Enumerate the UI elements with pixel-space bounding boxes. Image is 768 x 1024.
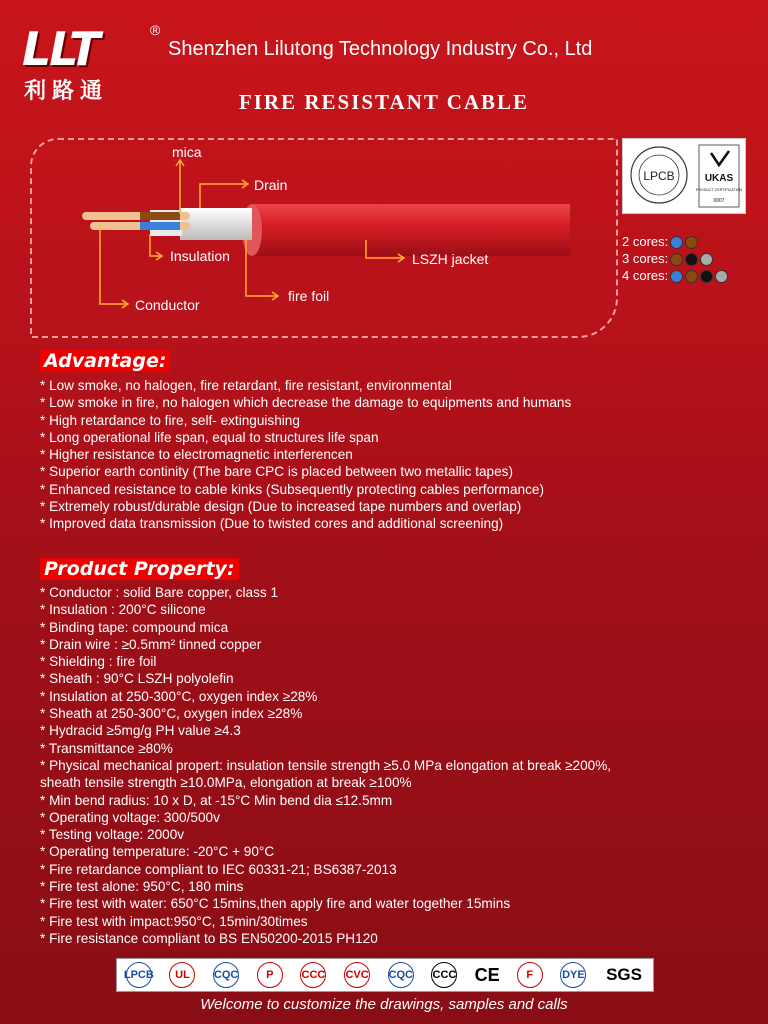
- label-mica: mica: [172, 144, 202, 160]
- core-legend-label: 2 cores:: [622, 234, 669, 249]
- list-item: * Insulation at 250-300°C, oxygen index ≥28%: [40, 688, 318, 704]
- certification-mark: [623, 139, 745, 213]
- cert-logo: CCC: [431, 962, 457, 988]
- list-item: * Low smoke in fire, no halogen which decrease the damage to equipments and humans: [40, 395, 572, 411]
- cert-logo: CQC: [388, 962, 414, 988]
- certification-logos-strip: [116, 958, 654, 992]
- cert-logo: CQC: [213, 962, 239, 988]
- list-item: * Operating temperature: -20°C + 90°C: [40, 844, 275, 860]
- core-color-dot: [685, 236, 698, 249]
- list-item: * Shielding : fire foil: [40, 654, 157, 670]
- list-item: * Insulation : 200°C silicone: [40, 602, 206, 618]
- list-item: * Low smoke, no halogen, fire retardant, fire resistant, environmental: [40, 378, 452, 393]
- logo-text: LLT: [22, 22, 99, 76]
- property-list: [40, 584, 611, 947]
- cable-illustration: [30, 138, 616, 336]
- list-item: * Physical mechanical propert: insulation tensile strength ≥5.0 MPa elongation at break ≥200%,: [40, 757, 612, 773]
- cert-logo: P: [257, 962, 283, 988]
- label-drain: Drain: [254, 177, 288, 193]
- cert-logo: F: [517, 962, 543, 988]
- list-item: * Binding tape: compound mica: [40, 619, 229, 635]
- ukas-text: UKAS: [704, 173, 734, 184]
- core-color-dot: [670, 253, 683, 266]
- certification-badge: [622, 138, 746, 214]
- core-color-dot: [670, 270, 683, 283]
- core-color-dot: [700, 253, 713, 266]
- core-legend-label: 4 cores:: [622, 268, 669, 283]
- list-item: * Hydracid ≥5mg/g PH value ≥4.3: [40, 723, 241, 739]
- list-item: * Fire test alone: 950°C, 180 mins: [40, 879, 244, 895]
- core-brown-insulation: [140, 212, 180, 220]
- list-item: sheath tensile strength ≥10.0MPa, elongation at break ≥100%: [40, 775, 412, 791]
- label-conductor: Conductor: [135, 297, 200, 313]
- cert-logo: SGS: [606, 965, 642, 984]
- list-item: * Fire test with impact:950°C, 15min/30times: [40, 913, 308, 929]
- list-item: * Transmittance ≥80%: [40, 740, 173, 756]
- list-item: * Enhanced resistance to cable kinks (Subsequently protecting cables performance): [40, 481, 545, 497]
- core-color-dot: [670, 236, 683, 249]
- lszh-jacket: [250, 204, 570, 256]
- advantage-list: [40, 377, 571, 533]
- list-item: * Higher resistance to electromagnetic interferencen: [40, 447, 353, 463]
- cert-logo: CVC: [344, 962, 370, 988]
- logo-chinese: 利路通: [24, 79, 109, 104]
- list-item: * Testing voltage: 2000v: [40, 827, 185, 843]
- core-color-dot: [685, 270, 698, 283]
- core-blue-insulation: [140, 222, 180, 230]
- lpcb-text: LPCB: [643, 169, 675, 183]
- core-color-dot: [715, 270, 728, 283]
- core-legend-row: [622, 234, 698, 249]
- registered-mark: ®: [150, 22, 161, 38]
- list-item: * Sheath at 250-300°C, oxygen index ≥28%: [40, 706, 303, 722]
- list-item: * Conductor : solid Bare copper, class 1: [40, 585, 279, 600]
- list-item: * Fire retardance compliant to IEC 60331-21; BS6387-2013: [40, 861, 397, 877]
- footer-slogan: Welcome to customize the drawings, samples and calls: [200, 996, 568, 1013]
- core-color-dot: [700, 270, 713, 283]
- list-item: * Min bend radius: 10 x D, at -15°C Min bend dia ≤12.5mm: [40, 792, 393, 808]
- list-item: * Extremely robust/durable design (Due to increased tape numbers and overlap): [40, 499, 522, 515]
- ukas-sub-text: PRODUCT CERTIFICATION: [696, 188, 742, 192]
- list-item: * Fire resistance compliant to BS EN50200-2015 PH120: [40, 930, 378, 946]
- list-item: * Fire test with water: 650°C 15mins,then apply fire and water together 15mins: [40, 896, 511, 912]
- cert-logo: LPCB: [126, 962, 152, 988]
- property-heading: Product Property:: [40, 558, 239, 580]
- list-item: * Drain wire : ≥0.5mm² tinned copper: [40, 636, 262, 652]
- core-legend-row: [622, 268, 728, 283]
- label-lszh-jacket: LSZH jacket: [412, 251, 489, 267]
- cert-logo: UL: [169, 962, 195, 988]
- list-item: * Long operational life span, equal to structures life span: [40, 429, 379, 445]
- list-item: * High retardance to fire, self- extinguishing: [40, 412, 300, 428]
- page-title: FIRE RESISTANT CABLE: [238, 90, 530, 114]
- core-legend-row: [622, 251, 713, 266]
- list-item: * Operating voltage: 300/500v: [40, 809, 220, 825]
- label-fire-foil: fire foil: [288, 288, 330, 304]
- ukas-num-text: 0007: [713, 198, 725, 204]
- list-item: * Sheath : 90°C LSZH polyolefin: [40, 671, 234, 687]
- list-item: * Superior earth continity (The bare CPC is placed between two metallic tapes): [40, 464, 513, 480]
- cert-logo: CE: [474, 964, 500, 985]
- label-insulation: Insulation: [170, 248, 230, 264]
- company-name: Shenzhen Lilutong Technology Industry Co., Ltd: [168, 38, 593, 60]
- advantage-heading: Advantage:: [40, 350, 170, 372]
- fire-foil-layer: [180, 208, 252, 240]
- list-item: * Improved data transmission (Due to twisted cores and additional screening): [40, 516, 504, 532]
- core-legend-label: 3 cores:: [622, 251, 669, 266]
- core-color-dot: [685, 253, 698, 266]
- cert-logo: DYE: [560, 962, 586, 988]
- cert-logo: CCC: [300, 962, 326, 988]
